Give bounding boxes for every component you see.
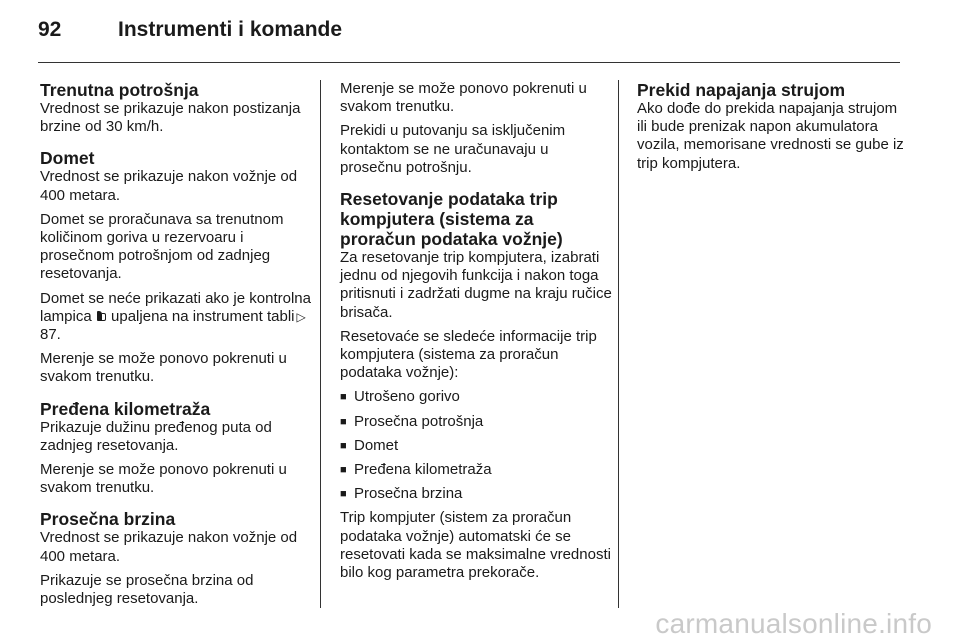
list-item-text: Prosečna potrošnja xyxy=(354,412,484,430)
column-1 xyxy=(40,80,312,620)
bullet-square-icon: ■ xyxy=(340,415,347,428)
paragraph-text: Domet se neće prikazati ako je kontrolna lampica xyxy=(40,289,311,325)
list-item xyxy=(340,388,612,406)
page-reference[interactable]: 87. xyxy=(40,326,61,344)
section-resetovanje xyxy=(340,189,612,582)
section-predjena-kilometraza xyxy=(40,399,312,498)
page-number: 92 xyxy=(38,18,62,41)
paragraph: Vrednost se prikazuje nakon postizanja brzine od 30 km/h. xyxy=(40,100,301,136)
paragraph: Merenje se može ponovo pokrenuti u svakom trenutku. xyxy=(40,461,287,497)
paragraph-with-lamp xyxy=(40,290,312,345)
bullet-square-icon: ■ xyxy=(340,391,347,404)
bullet-square-icon: ■ xyxy=(340,439,347,452)
section-heading: Trenutna potrošnja xyxy=(40,80,199,100)
list-item-text: Prosečna brzina xyxy=(354,485,463,503)
bullet-square-icon: ■ xyxy=(340,488,347,501)
section-heading: Prekid napajanja strujom xyxy=(637,80,846,100)
paragraph: Merenje se može ponovo pokrenuti u svakom trenutku. xyxy=(340,80,587,116)
list-item-text: Pređena kilometraža xyxy=(354,461,492,479)
paragraph: Prekidi u putovanju sa isključenim kontaktom se ne uračunavaju u prosečnu potrošnju. xyxy=(340,122,566,176)
paragraph: Merenje se može ponovo pokrenuti u svakom trenutku. xyxy=(40,350,287,386)
page-title: Instrumenti i komande xyxy=(118,18,343,41)
watermark: carmanualsonline.info xyxy=(655,608,932,639)
paragraph: Vrednost se prikazuje nakon vožnje od 400 metara. xyxy=(40,168,298,204)
list-item-text: Utrošeno gorivo xyxy=(354,388,460,406)
list-item-text: Domet xyxy=(354,436,399,454)
paragraph: Domet se proračunava sa trenutnom količinom goriva u rezervoaru i prosečnom potrošnjom od zadnjeg resetovanja. xyxy=(40,210,284,283)
column-divider xyxy=(320,80,321,608)
page-ref-arrow-icon: ▷ xyxy=(296,309,306,324)
section-trenutna-potrosnja xyxy=(40,80,312,136)
reset-items-list xyxy=(340,388,612,503)
paragraph: Resetovaće se sledeće informacije trip kompjutera (sistema za proračun podataka vožnje): xyxy=(340,327,597,382)
column-3 xyxy=(637,80,909,185)
bullet-square-icon: ■ xyxy=(340,464,347,477)
list-item xyxy=(340,485,612,503)
section-heading: Prosečna brzina xyxy=(40,509,176,530)
column-divider xyxy=(618,80,619,608)
paragraph: Trip kompjuter (sistem za proračun podataka vožnje) automatski će se resetovati kada se maksimalne vrednosti bilo kog parametra prekorače. xyxy=(340,509,611,582)
section-continued xyxy=(340,80,612,177)
paragraph: Vrednost se prikazuje nakon vožnje od 400 metara. xyxy=(40,529,298,565)
column-2 xyxy=(340,80,612,594)
section-heading: Pređena kilometraža xyxy=(40,398,211,419)
section-domet xyxy=(40,148,312,386)
section-heading: Resetovanje podataka trip kompjutera (sistema za proračun podataka vožnje) xyxy=(340,189,563,250)
paragraph: Prikazuje dužinu pređenog puta od zadnjeg resetovanja. xyxy=(40,418,272,454)
list-item xyxy=(340,413,612,431)
paragraph: Ako dođe do prekida napajanja strujom ili bude prenizak napon akumulatora vozila, memorisane vrednosti se gube iz trip kompjutera. xyxy=(637,100,904,172)
paragraph: Za resetovanje trip kompjutera, izabrati jednu od njegovih funkcija i nakon toga pritisnuti i zadržati dugme na kraju ručice brisača. xyxy=(340,249,612,321)
list-item xyxy=(340,437,612,455)
section-prosecna-brzina xyxy=(40,509,312,608)
header-rule xyxy=(38,62,900,63)
section-heading: Domet xyxy=(40,148,95,169)
fuel-lamp-icon xyxy=(97,311,106,322)
list-item xyxy=(340,461,612,479)
page-header xyxy=(38,18,342,50)
paragraph-text: upaljena na instrument tabli xyxy=(111,307,295,325)
section-prekid-napajanja xyxy=(637,80,909,173)
paragraph: Prikazuje se prosečna brzina od poslednjeg resetovanja. xyxy=(40,571,254,608)
